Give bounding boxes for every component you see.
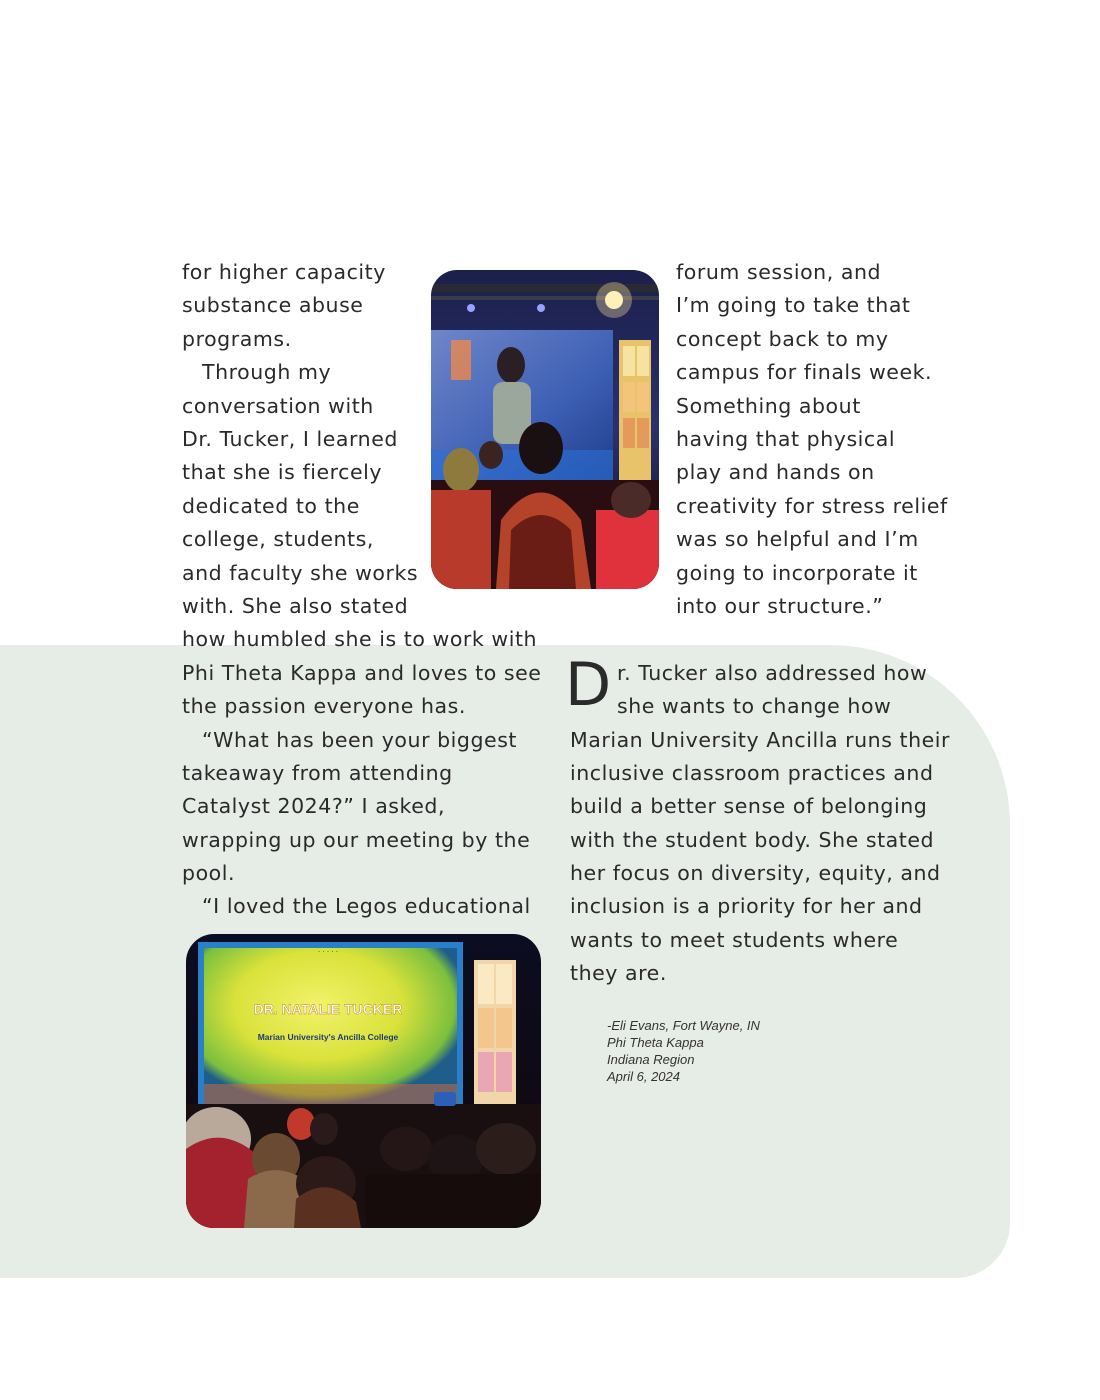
text-line: Dr. Tucker, I learned — [182, 427, 398, 451]
text-line: her focus on diversity, equity, and — [570, 861, 941, 885]
text-line: having that physical — [676, 427, 896, 451]
text-line: pool. — [182, 861, 236, 885]
text-line: inclusion is a priority for her and — [570, 894, 923, 918]
text-line: “What has been your biggest — [202, 728, 518, 752]
text-line: the passion everyone has. — [182, 694, 466, 718]
signature-author: -Eli Evans, Fort Wayne, IN — [607, 1018, 760, 1033]
signature-org: Phi Theta Kappa — [607, 1035, 704, 1050]
text-line: how humbled she is to work with — [182, 627, 538, 651]
text-line: they are. — [570, 961, 667, 985]
text-line: Something about — [676, 394, 861, 418]
text-line: campus for finals week. — [676, 360, 933, 384]
text-line: “I loved the Legos educational — [202, 894, 531, 918]
text-line: substance abuse — [182, 293, 364, 317]
text-line: going to incorporate it — [676, 561, 918, 585]
signature-region: Indiana Region — [607, 1052, 695, 1067]
svg-text:· · · · ·: · · · · · — [317, 948, 339, 956]
text-line: with the student body. She stated — [570, 828, 935, 852]
text-line: wants to meet students where — [570, 928, 899, 952]
text-line: concept back to my — [676, 327, 889, 351]
text-line: that she is fiercely — [182, 460, 383, 484]
text-line: inclusive classroom practices and — [570, 761, 934, 785]
text-line: for higher capacity — [182, 260, 386, 284]
text-line: Phi Theta Kappa and loves to see — [182, 661, 542, 685]
text-line: Catalyst 2024?” I asked, — [182, 794, 446, 818]
text-line: r. Tucker also addressed how — [617, 661, 928, 685]
text-line: conversation with — [182, 394, 374, 418]
text-line: I’m going to take that — [676, 293, 911, 317]
stage-speaker-photo — [431, 270, 659, 589]
text-line: and faculty she works — [182, 561, 419, 585]
text-line: Through my — [202, 360, 332, 384]
drop-cap: D — [565, 650, 612, 720]
text-line: takeaway from attending — [182, 761, 453, 785]
text-line: wrapping up our meeting by the — [182, 828, 531, 852]
text-line: into our structure.” — [676, 594, 884, 618]
text-line: creativity for stress relief — [676, 494, 948, 518]
text-line: she wants to change how — [617, 694, 892, 718]
text-line: was so helpful and I’m — [676, 527, 919, 551]
text-line: college, students, — [182, 527, 374, 551]
signature-date: April 6, 2024 — [607, 1069, 680, 1084]
text-line: Marian University Ancilla runs their — [570, 728, 951, 752]
text-line: programs. — [182, 327, 292, 351]
screen-name-text: DR. NATALIE TUCKER — [253, 1001, 403, 1017]
text-line: dedicated to the — [182, 494, 360, 518]
text-line: build a better sense of belonging — [570, 794, 928, 818]
text-line: forum session, and — [676, 260, 882, 284]
name-screen-photo — [186, 934, 541, 1228]
text-line: with. She also stated — [182, 594, 409, 618]
text-line: play and hands on — [676, 460, 875, 484]
screen-affiliation-text: Marian University's Ancilla College — [257, 1032, 399, 1042]
